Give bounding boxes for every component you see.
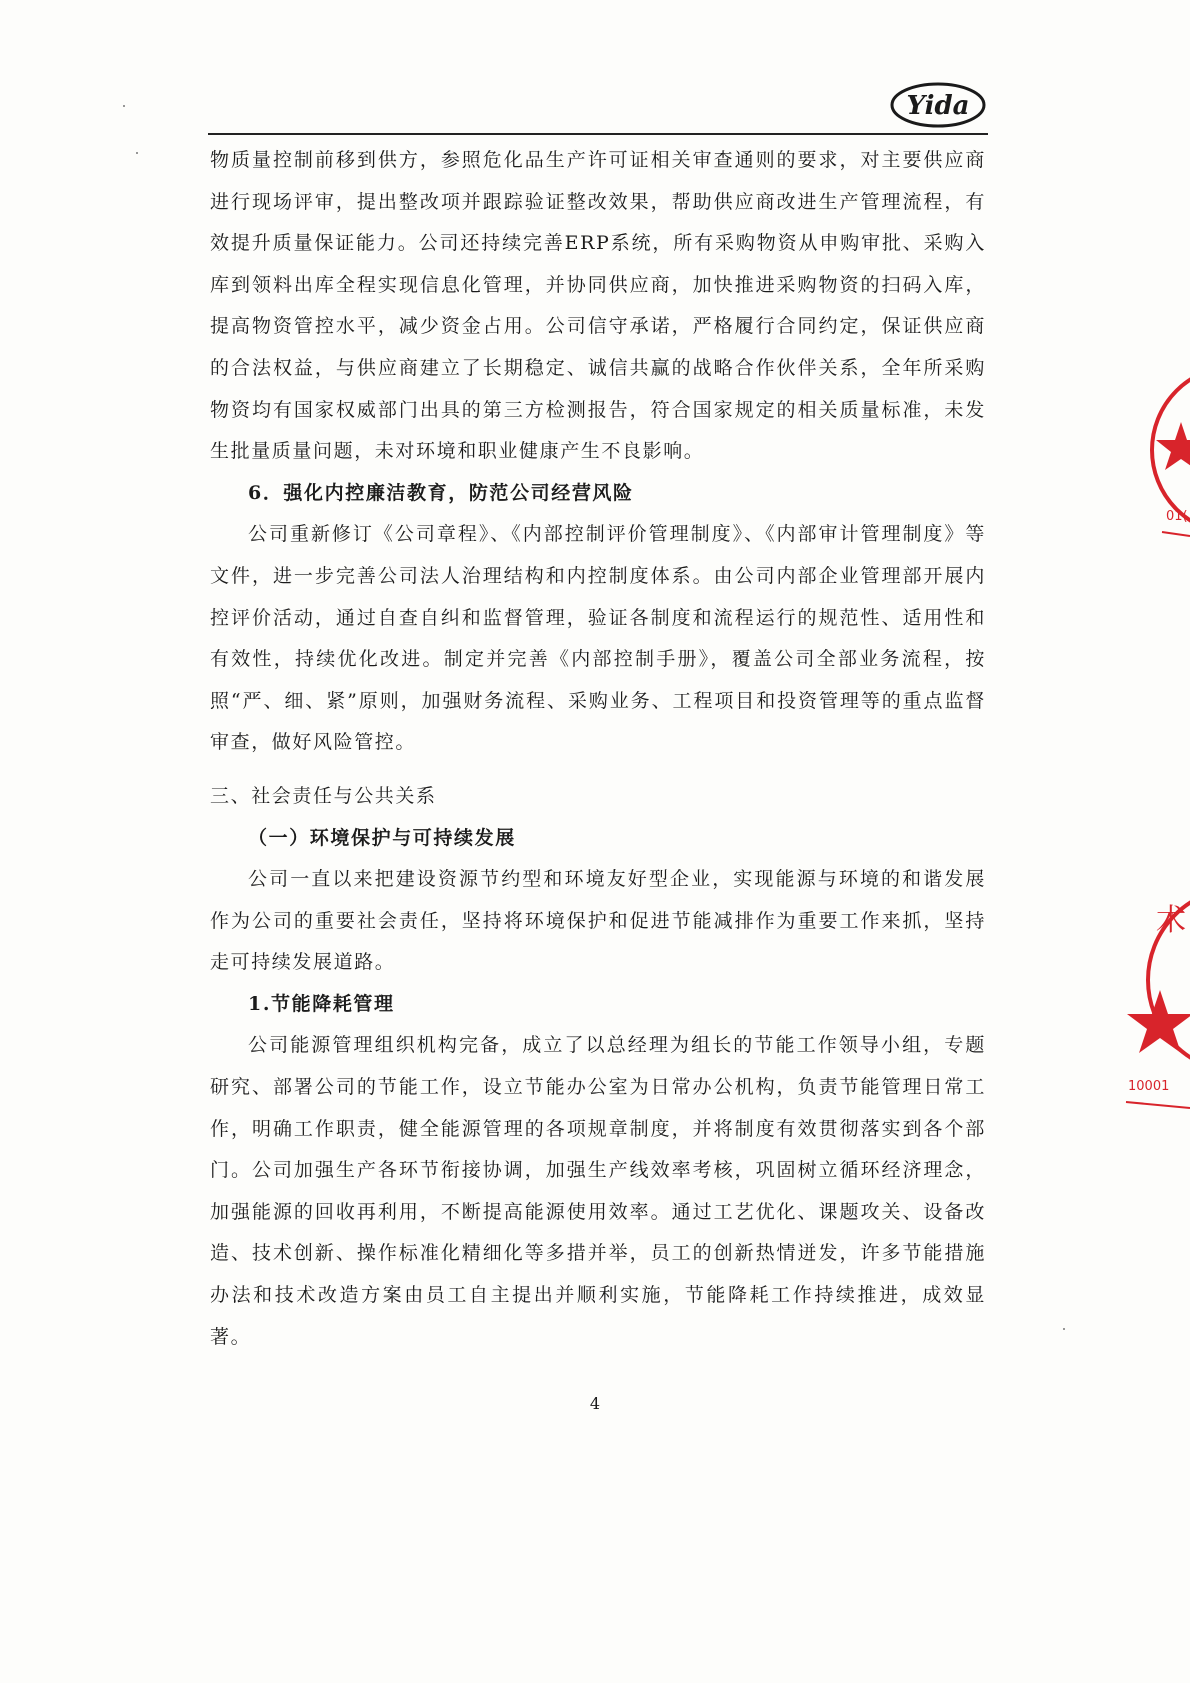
paragraph-continuation: 物质量控制前移到供方，参照危化品生产许可证相关审查通则的要求，对主要供应商进行现场评审，提出整改项并跟踪验证整改效果，帮助供应商改进生产管理流程，有效提升质量保证能力。公司还持续完善ERP系统，所有采购物资从申购审批、采购入库到领料出库全程实现信息化管理，并协同供应商，加快推进采购物资的扫码入库，提高物资管控水平，减少资金占用。公司信守承诺，严格履行合同约定，保证供应商的合法权益，与供应商建立了长期稳定、诚信共赢的战略合作伙伴关系，全年所采购物资均有国家权威部门出具的第三方检测报告，符合国家规定的相关质量标准，未发生批量质量问题，未对环境和职业健康产生不良影响。 xyxy=(210,149,986,463)
header-rule xyxy=(208,133,988,135)
page-number: 4 xyxy=(589,1394,601,1413)
svg-text:10001: 10001 xyxy=(1128,1079,1170,1094)
scan-speck xyxy=(136,152,138,154)
document-body xyxy=(210,140,986,1358)
red-seal-bottom xyxy=(1100,880,1190,1120)
paragraph-environment: 公司一直以来把建设资源节约型和环境友好型企业，实现能源与环境的和谐发展作为公司的重要社会责任，坚持将环境保护和促进节能减排作为重要工作来抓，坚持走可持续发展道路。 xyxy=(210,868,986,974)
red-seal-top xyxy=(1126,360,1190,590)
section-heading-6: 6．强化内控廉洁教育，防范公司经营风险 xyxy=(248,481,634,504)
scan-speck xyxy=(1063,1328,1065,1330)
section-heading-energy: 1.节能降耗管理 xyxy=(248,992,395,1015)
logo-text: Yida xyxy=(906,91,970,121)
paragraph-internal-control: 公司重新修订《公司章程》、《内部控制评价管理制度》、《内部审计管理制度》等文件，进一步完善公司法人治理结构和内控制度体系。由公司内部企业管理部开展内控评价活动，通过自查自纠和监督管理，验证各制度和流程运行的规范性、适用性和有效性，持续优化改进。制定并完善《内部控制手册》，覆盖公司全部业务流程，按照“严、细、紧”原则，加强财务流程、采购业务、工程项目和投资管理等的重点监督审查，做好风险管控。 xyxy=(210,523,986,754)
subsection-heading-1: （一）环境保护与可持续发展 xyxy=(248,826,516,849)
company-logo xyxy=(888,78,988,132)
svg-text:术: 术 xyxy=(1156,903,1186,938)
chapter-heading-3: 三、社会责任与公共关系 xyxy=(210,784,437,807)
scan-speck xyxy=(123,105,125,107)
svg-text:01(: 01( xyxy=(1166,509,1188,524)
paragraph-energy-saving: 公司能源管理组织机构完备，成立了以总经理为组长的节能工作领导小组，专题研究、部署公司的节能工作，设立节能办公室为日常办公机构，负责节能管理日常工作，明确工作职责，健全能源管理的各项规章制度，并将制度有效贯彻落实到各个部门。公司加强生产各环节衔接协调，加强生产线效率考核，巩固树立循环经济理念，加强能源的回收再利用，不断提高能源使用效率。通过工艺优化、课题攻关、设备改造、技术创新、操作标准化精细化等多措并举，员工的创新热情迸发，许多节能措施办法和技术改造方案由员工自主提出并顺利实施，节能降耗工作持续推进，成效显著。 xyxy=(210,1034,986,1348)
